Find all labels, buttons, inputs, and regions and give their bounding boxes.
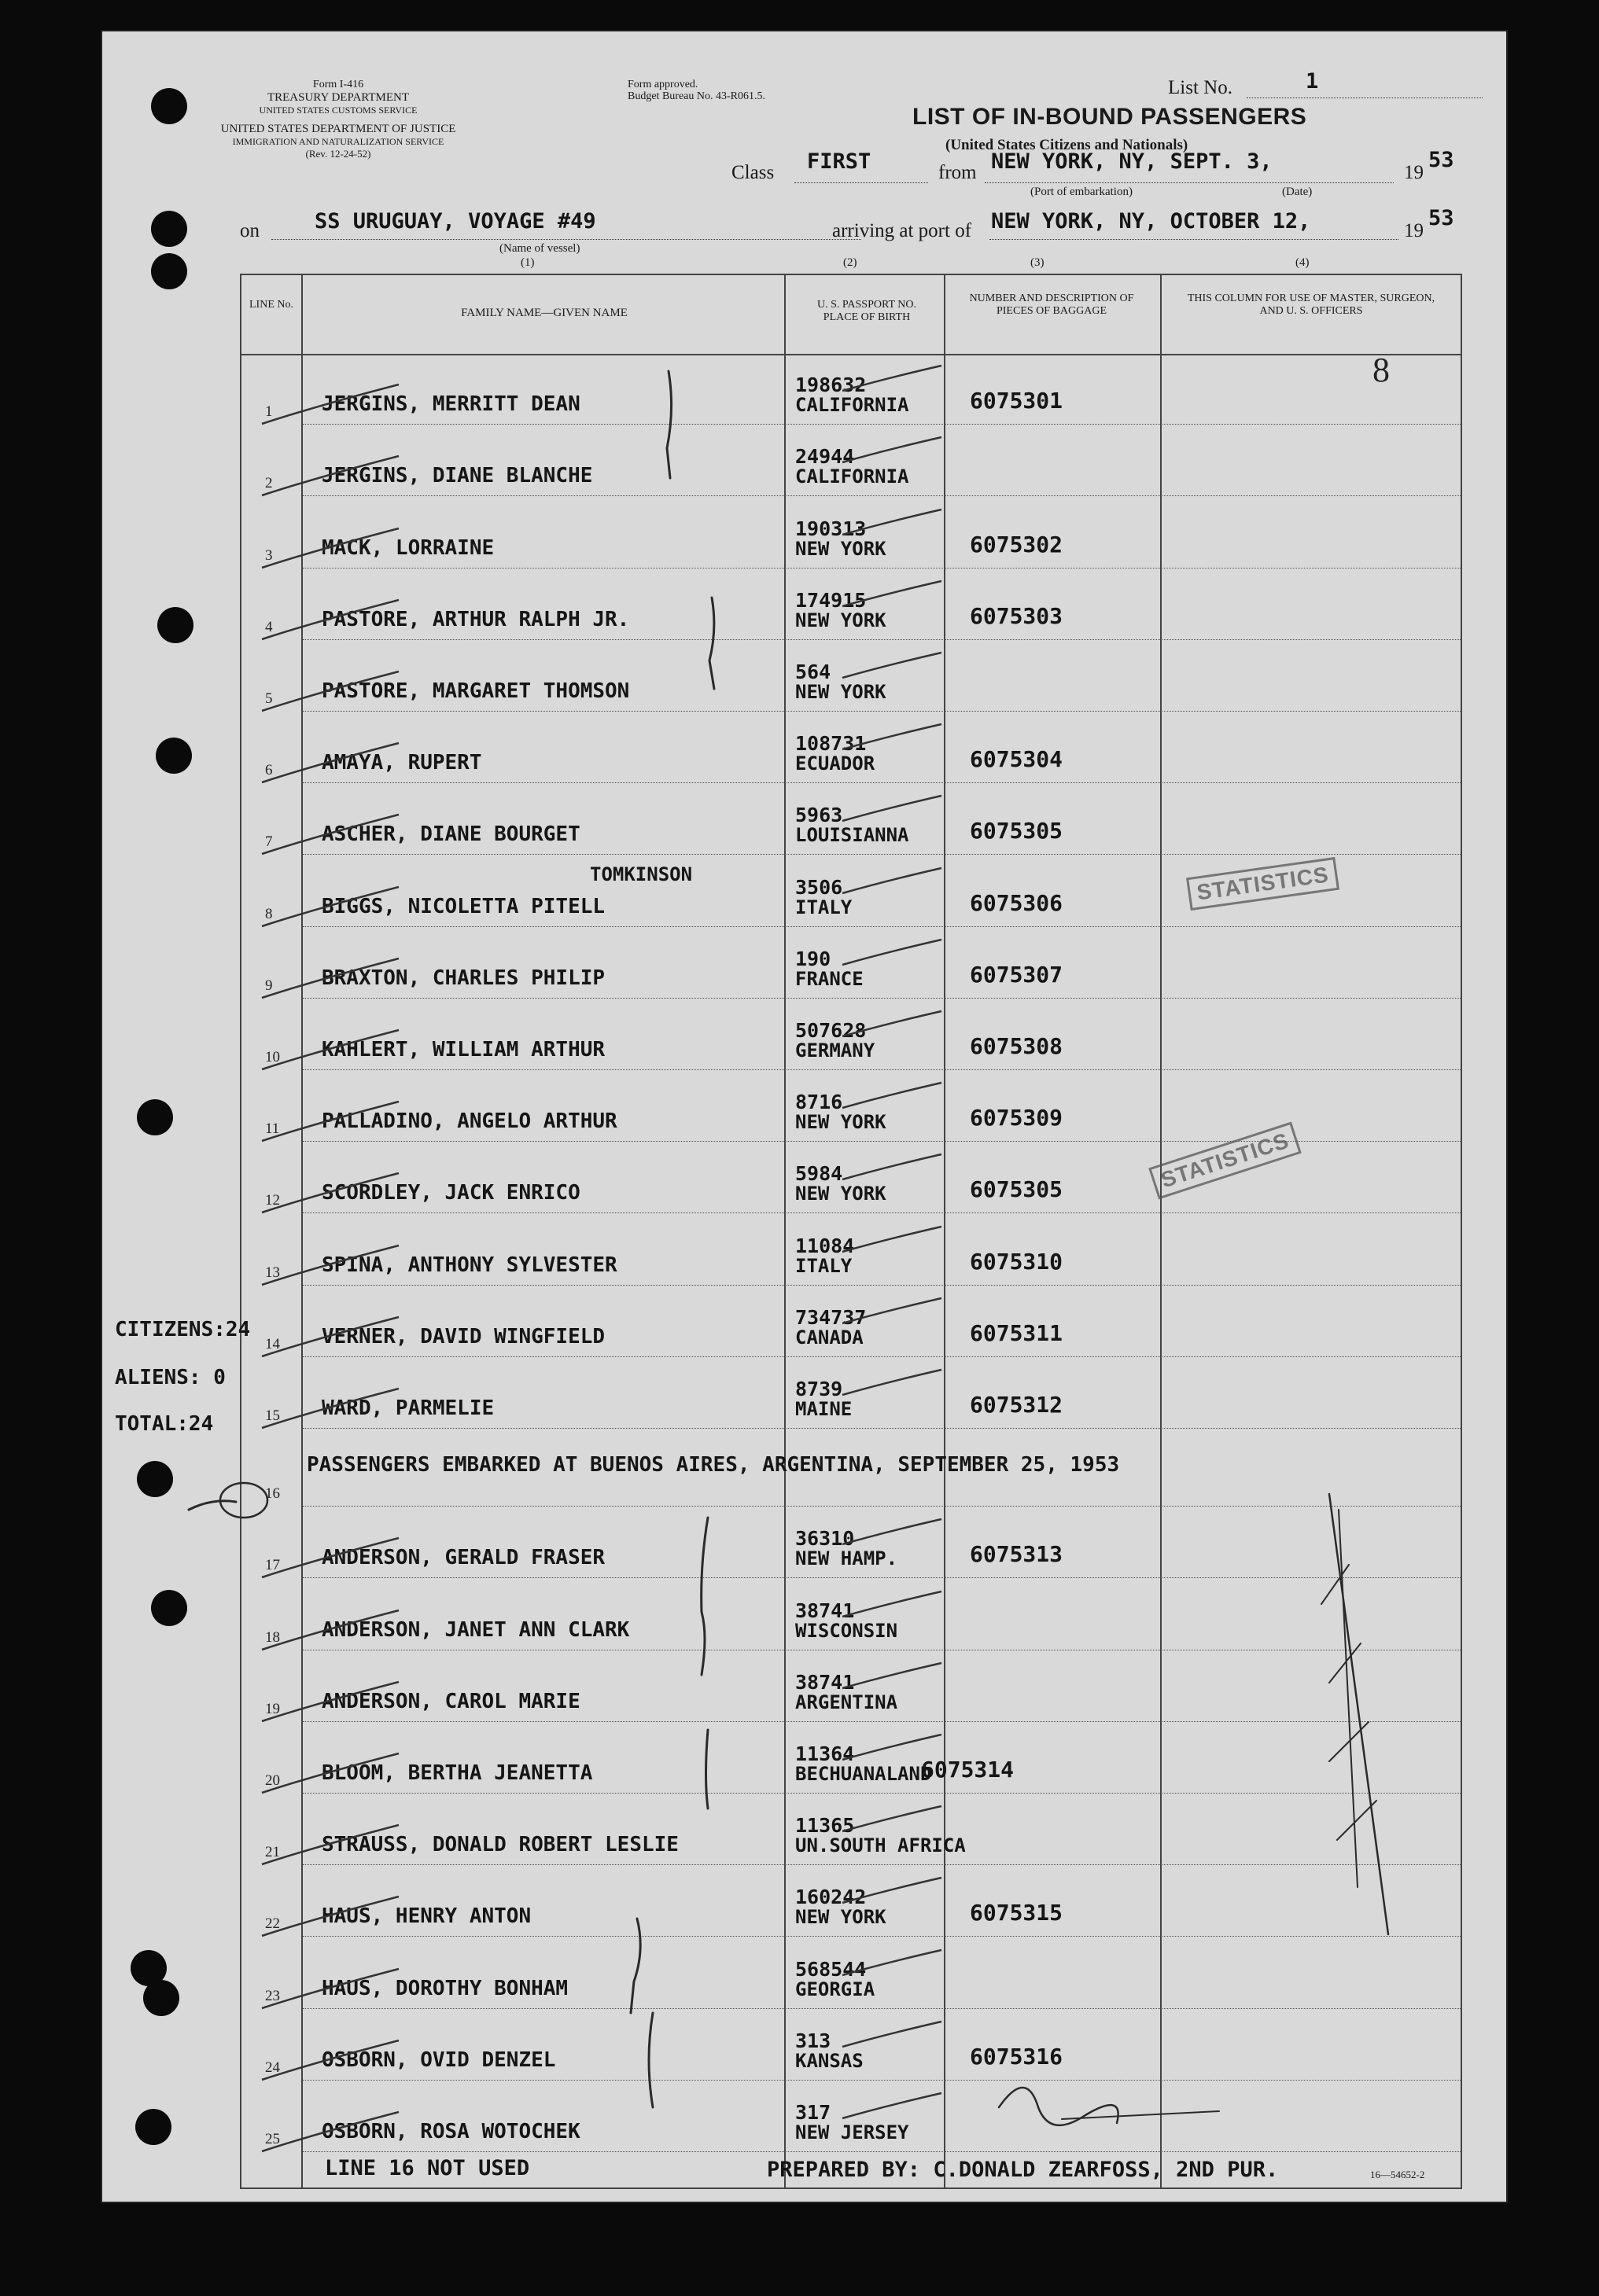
baggage-number: 6075312 <box>970 1392 1063 1418</box>
col3-number: (3) <box>1030 256 1045 269</box>
line-number: 20 <box>265 1772 280 1789</box>
col4-number: (4) <box>1295 256 1310 269</box>
passport-number: 198632 <box>795 373 867 397</box>
passport-number: 8739 <box>795 1378 843 1400</box>
passport-number: 11084 <box>795 1234 855 1257</box>
passport-number: 734737 <box>795 1305 867 1329</box>
place-of-birth: NEW YORK <box>795 609 886 631</box>
baggage-number: 6075304 <box>970 746 1063 773</box>
passenger-name: VERNER, DAVID WINGFIELD <box>322 1324 606 1349</box>
passenger-name: STRAUSS, DONALD ROBERT LESLIE <box>322 1833 679 1857</box>
place-of-birth: WISCONSIN <box>795 1619 898 1642</box>
from-value: NEW YORK, NY, SEPT. 3, <box>991 149 1273 174</box>
place-of-birth: NEW YORK <box>795 1111 886 1134</box>
year-prefix-2: 19 <box>1404 220 1424 241</box>
baggage-number: 6075314 <box>921 1757 1015 1783</box>
place-of-birth: GEORGIA <box>795 1978 875 2000</box>
place-of-birth: CANADA <box>795 1326 864 1349</box>
baggage-number: 6075309 <box>970 1105 1063 1131</box>
passenger-name: PALLADINO, ANGELO ARTHUR <box>322 1109 617 1134</box>
officer-mark: 8 <box>1372 351 1390 389</box>
place-of-birth: NEW YORK <box>795 1906 886 1929</box>
line-number: 7 <box>265 833 273 851</box>
line-number: 15 <box>265 1407 280 1424</box>
baggage-number: 6075315 <box>970 1900 1063 1926</box>
passenger-name: ANDERSON, GERALD FRASER <box>322 1546 606 1570</box>
aliens-count: ALIENS: 0 <box>115 1366 226 1389</box>
ins-label: IMMIGRATION AND NATURALIZATION SERVICE <box>232 136 444 147</box>
passenger-name: BLOOM, BERTHA JEANETTA <box>322 1761 593 1785</box>
place-of-birth: ITALY <box>795 1254 853 1277</box>
line-number: 10 <box>265 1049 280 1065</box>
budget-bureau: Budget Bureau No. 43-R061.5. <box>628 90 765 102</box>
line-number: 6 <box>265 762 273 779</box>
arriving-label: arriving at port of <box>832 220 972 241</box>
passport-number: 190 <box>795 947 831 970</box>
passenger-name: HAUS, DOROTHY BONHAM <box>322 1976 569 2000</box>
col-header-name: FAMILY NAME—GIVEN NAME <box>461 307 628 319</box>
place-of-birth: NEW HAMP. <box>795 1547 898 1570</box>
line-number: 14 <box>265 1335 280 1352</box>
line-number: 22 <box>265 1915 280 1933</box>
col-header-line-no: LINE No. <box>249 299 293 311</box>
print-code: 16—54652-2 <box>1370 2169 1425 2180</box>
line-number: 18 <box>265 1628 280 1646</box>
tomkinson-annotation: TOMKINSON <box>590 863 693 885</box>
passport-number: 108731 <box>795 732 867 756</box>
passenger-name: JERGINS, DIANE BLANCHE <box>322 464 593 488</box>
line-number: 12 <box>265 1192 280 1209</box>
passenger-name: PASTORE, ARTHUR RALPH JR. <box>322 607 630 631</box>
passenger-name: PASTORE, MARGARET THOMSON <box>322 679 630 703</box>
baggage-number: 6075306 <box>970 889 1063 916</box>
col2-number: (2) <box>843 256 857 269</box>
baggage-number: 6075310 <box>970 1248 1063 1275</box>
justice-label: UNITED STATES DEPARTMENT OF JUSTICE <box>220 123 456 135</box>
passenger-name: OSBORN, ROSA WOTOCHEK <box>322 2120 580 2143</box>
line-number: 13 <box>265 1264 280 1281</box>
baggage-number: 6075316 <box>970 2043 1063 2070</box>
line-number: 23 <box>265 1987 280 2004</box>
place-of-birth: NEW JERSEY <box>795 2121 909 2143</box>
passport-number: 8716 <box>795 1091 843 1114</box>
line-number: 11 <box>265 1120 280 1138</box>
passenger-name: AMAYA, RUPERT <box>322 751 482 775</box>
passport-number: 174915 <box>795 588 867 612</box>
place-of-birth: CALIFORNIA <box>795 465 909 488</box>
place-of-birth: ITALY <box>795 896 853 918</box>
line-number: 1 <box>265 403 273 421</box>
col-header-passport: U. S. PASSPORT NO. PLACE OF BIRTH <box>817 299 916 323</box>
passport-number: 5984 <box>795 1162 843 1186</box>
baggage-number: 6075305 <box>970 818 1063 844</box>
baggage-number: 6075302 <box>970 531 1063 557</box>
passenger-name: MACK, LORRAINE <box>322 535 495 560</box>
year-prefix-1: 19 <box>1404 162 1424 183</box>
line-number: 17 <box>265 1557 280 1574</box>
passenger-name: SPINA, ANTHONY SYLVESTER <box>322 1253 617 1277</box>
list-title: LIST OF IN-BOUND PASSENGERS <box>912 104 1307 130</box>
passenger-name: JERGINS, MERRITT DEAN <box>322 392 580 417</box>
passport-number: 11364 <box>795 1742 855 1765</box>
passport-number: 160242 <box>795 1886 867 1909</box>
handwritten-marks <box>102 31 1506 2202</box>
baggage-number: 6075311 <box>970 1319 1063 1346</box>
date-caption: (Date) <box>1282 186 1313 198</box>
line-number: 2 <box>265 475 273 492</box>
passenger-name: ASCHER, DIANE BOURGET <box>322 822 580 847</box>
passport-number: 190313 <box>795 517 867 540</box>
statistics-stamp: STATISTICS <box>1186 857 1339 911</box>
total-count: TOTAL:24 <box>115 1412 214 1436</box>
baggage-number: 6075308 <box>970 1033 1063 1059</box>
treasury-label: TREASURY DEPARTMENT <box>267 91 410 104</box>
place-of-birth: NEW YORK <box>795 681 886 703</box>
col1-number: (1) <box>521 256 535 269</box>
passenger-name: HAUS, HENRY ANTON <box>322 1904 532 1929</box>
line-number: 16 <box>265 1485 280 1503</box>
line-number: 4 <box>265 618 273 635</box>
citizens-count: CITIZENS:24 <box>115 1318 251 1341</box>
place-of-birth: GERMANY <box>795 1039 875 1062</box>
place-of-birth: CALIFORNIA <box>795 394 909 417</box>
line-number: 19 <box>265 1700 280 1717</box>
port-embark-caption: (Port of embarkation) <box>1030 186 1133 198</box>
line-number: 21 <box>265 1844 280 1861</box>
rev-label: (Rev. 12-24-52) <box>305 148 371 160</box>
passenger-name: OSBORN, OVID DENZEL <box>322 2048 556 2072</box>
line-number: 9 <box>265 977 273 994</box>
embarked-note: PASSENGERS EMBARKED AT BUENOS AIRES, ARGENTINA, SEPTEMBER 25, 1953 <box>307 1453 1120 1477</box>
vessel-caption: (Name of vessel) <box>499 242 580 255</box>
year-value-2: 53 <box>1428 206 1454 230</box>
passport-number: 38741 <box>795 1670 855 1694</box>
from-label: from <box>938 162 977 183</box>
passport-number: 507628 <box>795 1019 867 1042</box>
passenger-name: BRAXTON, CHARLES PHILIP <box>322 966 606 990</box>
passport-number: 564 <box>795 660 831 683</box>
passport-number: 3506 <box>795 875 843 899</box>
passport-number: 568544 <box>795 1957 867 1981</box>
line-number: 5 <box>265 690 273 707</box>
line-number: 25 <box>265 2131 280 2147</box>
col-header-officers: THIS COLUMN FOR USE OF MASTER, SURGEON, AND U. S. OFFICERS <box>1187 293 1435 317</box>
passenger-name: KAHLERT, WILLIAM ARTHUR <box>322 1038 606 1062</box>
baggage-number: 6075307 <box>970 961 1063 988</box>
year-value-1: 53 <box>1428 148 1454 172</box>
place-of-birth: LOUISIANNA <box>795 824 909 847</box>
passenger-name: ANDERSON, CAROL MARIE <box>322 1689 580 1713</box>
place-of-birth: ECUADOR <box>795 752 875 775</box>
form-id: Form I-416 <box>312 79 364 90</box>
list-no-label: List No. <box>1168 77 1232 98</box>
passport-number: 313 <box>795 2029 831 2052</box>
col-header-baggage: NUMBER AND DESCRIPTION OF PIECES OF BAGGAGE <box>969 293 1134 317</box>
customs-label: UNITED STATES CUSTOMS SERVICE <box>259 105 418 116</box>
line16-note: LINE 16 NOT USED <box>325 2156 530 2180</box>
line-number: 3 <box>265 546 273 564</box>
passport-number: 11365 <box>795 1814 855 1838</box>
baggage-number: 6075305 <box>970 1176 1063 1203</box>
baggage-number: 6075303 <box>970 602 1063 629</box>
line-number: 24 <box>265 2059 280 2076</box>
vessel-value: SS URUGUAY, VOYAGE #49 <box>315 209 596 234</box>
passport-number: 317 <box>795 2101 831 2124</box>
class-label: Class <box>731 162 775 183</box>
on-label: on <box>240 220 260 241</box>
place-of-birth: UN.SOUTH AFRICA <box>795 1834 966 1857</box>
baggage-number: 6075301 <box>970 388 1063 414</box>
place-of-birth: FRANCE <box>795 967 864 990</box>
passport-number: 38741 <box>795 1599 855 1622</box>
place-of-birth: MAINE <box>795 1398 853 1420</box>
place-of-birth: ARGENTINA <box>795 1691 898 1713</box>
list-subtitle: (United States Citizens and Nationals) <box>945 137 1188 153</box>
place-of-birth: BECHUANALAND <box>795 1763 932 1785</box>
baggage-number: 6075313 <box>970 1541 1063 1568</box>
manifest-page <box>102 31 1506 2202</box>
place-of-birth: NEW YORK <box>795 1183 886 1205</box>
line-number: 8 <box>265 905 273 922</box>
passenger-name: WARD, PARMELIE <box>322 1396 495 1420</box>
class-value: FIRST <box>807 149 871 174</box>
statistics-stamp: STATISTICS <box>1148 1121 1302 1199</box>
passport-number: 36310 <box>795 1527 855 1551</box>
passport-number: 24944 <box>795 445 855 469</box>
form-approved: Form approved. <box>628 79 698 90</box>
list-no-value: 1 <box>1306 69 1319 94</box>
passport-number: 5963 <box>795 804 843 827</box>
arriving-value: NEW YORK, NY, OCTOBER 12, <box>991 209 1311 234</box>
passenger-name: ANDERSON, JANET ANN CLARK <box>322 1617 630 1642</box>
place-of-birth: NEW YORK <box>795 537 886 560</box>
place-of-birth: KANSAS <box>795 2049 864 2072</box>
prepared-by: PREPARED BY: C.DONALD ZEARFOSS, 2ND PUR. <box>767 2158 1279 2182</box>
passenger-name: SCORDLEY, JACK ENRICO <box>322 1181 580 1205</box>
passenger-name: BIGGS, NICOLETTA PITELL <box>322 894 606 918</box>
